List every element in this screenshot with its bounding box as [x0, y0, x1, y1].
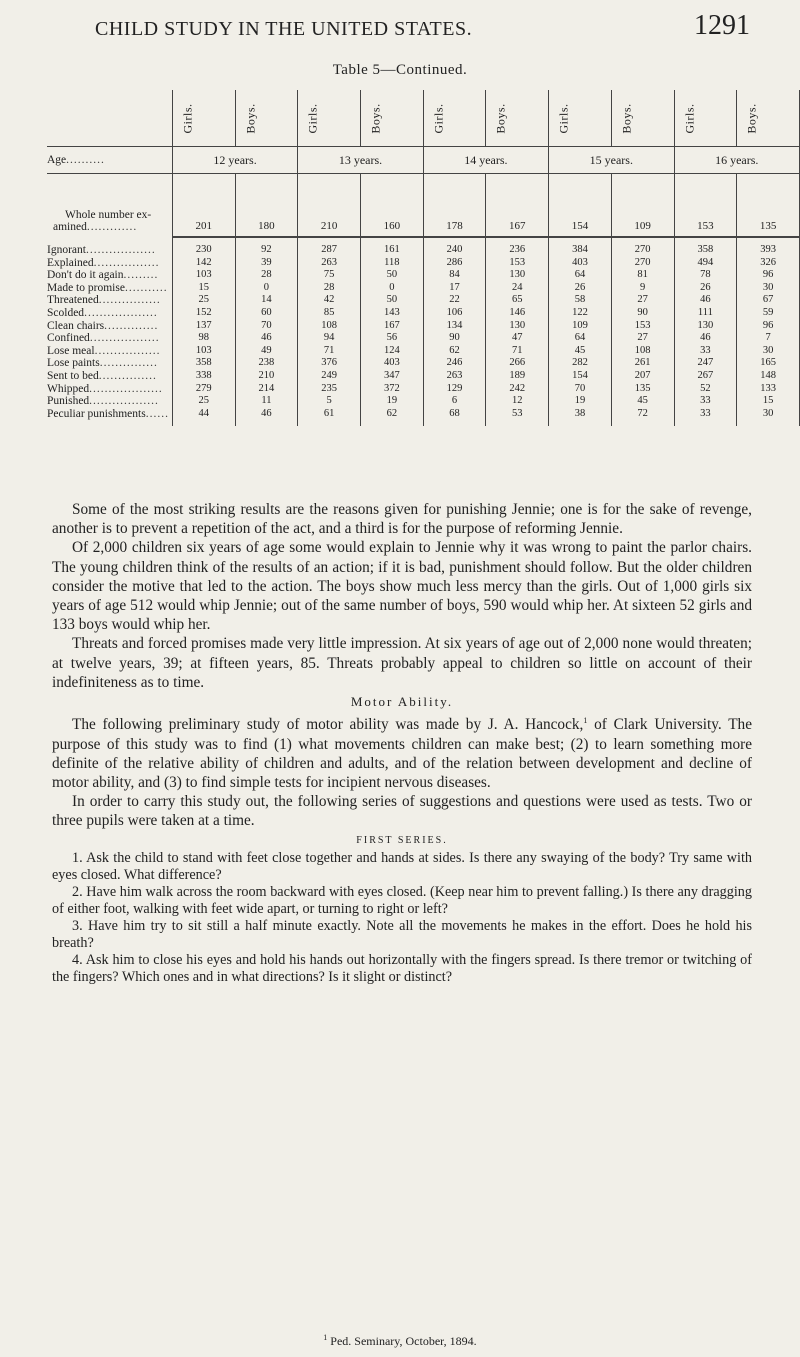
paragraph: In order to carry this study out, the following series of suggestions and questions were used as tests. Two or three pupils were taken at a time. [52, 793, 752, 830]
whole-label-line1: Whole number ex- [65, 209, 152, 221]
table-cell: 33 [674, 408, 737, 421]
table-cell: 142 [172, 257, 235, 270]
table-cell: 50 [360, 269, 423, 282]
table-cell: 134 [423, 320, 486, 333]
table-cell: 230 [172, 244, 235, 257]
table-cell: 25 [172, 395, 235, 408]
row-label: Punished [47, 395, 90, 408]
table-cell: 71 [298, 345, 361, 358]
table-cell: 109 [549, 320, 612, 333]
running-head [0, 10, 800, 50]
table-cell: 201 [172, 174, 235, 238]
table-cell: 148 [737, 370, 800, 383]
series-heading: FIRST SERIES. [356, 834, 448, 846]
table-cell: 282 [549, 357, 612, 370]
table-cell: 52 [674, 383, 737, 396]
table-cell: 58 [549, 294, 612, 307]
table-cell: 67 [737, 294, 800, 307]
table-row: Made to promise........... 15 0 28 0 17 24 26 9 26 30 [47, 282, 800, 295]
sex-label: Boys. [243, 102, 258, 134]
paragraph: Of 2,000 children six years of age some would explain to Jennie why it was wrong to paint the parlor chairs. The young children think of the results of an action; if it is bad, punishment should follow. But the older children consider the motive that led to the action. The boys show much less mercy than the girls. Out of 1,000 girls six years of age 512 would whip Jennie; out of the same number of boys, 590 would whip her. At sixteen 52 girls and 133 boys would whip her. [52, 539, 752, 634]
age-row: Age.......... 12 years. 13 years. 14 years. 15 years. 16 years. [47, 147, 800, 174]
age-cell: 14 years. [423, 147, 548, 174]
table-cell: 27 [611, 332, 674, 345]
table-cell: 50 [360, 294, 423, 307]
table-cell: 133 [737, 383, 800, 396]
table-cell: 130 [486, 320, 549, 333]
row-label: Clean chairs [47, 319, 105, 332]
table-cell: 70 [549, 383, 612, 396]
age-cell: 12 years. [172, 147, 297, 174]
section-heading-motor-ability: Motor Ability. [350, 694, 454, 710]
table-cell: 85 [298, 307, 361, 320]
table-cell: 9 [611, 282, 674, 295]
table-cell: 46 [235, 332, 298, 345]
list-item: 3. Have him try to sit still a half minute exactly. Note all the movements he makes in the effort. Does he hold his breath? [52, 917, 752, 951]
table-cell: 154 [549, 174, 612, 238]
table-cell: 81 [611, 269, 674, 282]
table-cell: 286 [423, 257, 486, 270]
table-cell: 90 [611, 307, 674, 320]
table-cell: 270 [611, 257, 674, 270]
sex-label: Boys. [368, 102, 383, 134]
list-item: 2. Have him walk across the room backward with eyes closed. (Keep near him to prevent falling.) Is there any dragging of either foot, walking with feet wide apart, or turning to right or left? [52, 883, 752, 917]
table-row: Lose meal................. 103 49 71 124 62 71 45 108 33 30 [47, 345, 800, 358]
table-cell: 42 [298, 294, 361, 307]
table-cell: 247 [674, 357, 737, 370]
table-cell: 26 [549, 282, 612, 295]
sex-label: Girls. [431, 103, 446, 133]
table-cell: 189 [486, 370, 549, 383]
footnote-mark: 1 [323, 1333, 328, 1342]
table-cell: 111 [674, 307, 737, 320]
table-cell: 78 [674, 269, 737, 282]
table-row: Threatened................ 25 14 42 50 22 65 58 27 46 67 [47, 294, 800, 307]
table-cell: 236 [486, 244, 549, 257]
table-row: Sent to bed............... 338 210 249 347 263 189 154 207 267 148 [47, 370, 800, 383]
table-cell: 130 [486, 269, 549, 282]
table-cell: 494 [674, 257, 737, 270]
table-cell: 103 [172, 345, 235, 358]
table-cell: 46 [674, 332, 737, 345]
age-label: Age [47, 154, 67, 166]
table-cell: 15 [737, 395, 800, 408]
table-caption: Table 5—Continued. [332, 62, 468, 78]
table-cell: 403 [549, 257, 612, 270]
sex-label: Girls. [682, 103, 696, 133]
paragraph: Some of the most striking results are the reasons given for punishing Jennie; one is for the sake of revenge, another is to prevent a repetition of the act, and a third is for the purpose of reforming Jennie. [52, 501, 752, 538]
table-cell: 118 [360, 257, 423, 270]
row-label: Made to promise [47, 281, 125, 294]
table-cell: 49 [235, 345, 298, 358]
table-cell: 26 [674, 282, 737, 295]
table-cell: 165 [737, 357, 800, 370]
table-cell: 71 [486, 345, 549, 358]
list-item: 4. Ask him to close his eyes and hold his hands out horizontally with the fingers spread. Is there tremor or twitching of the fingers? Which ones and in what directions? Is it slight or distinct? [52, 951, 752, 985]
row-label: Lose paints [47, 357, 100, 370]
sex-label: Boys. [493, 102, 508, 134]
table-cell: 84 [423, 269, 486, 282]
table-cell: 22 [423, 294, 486, 307]
table-cell: 92 [235, 244, 298, 257]
table-cell: 96 [737, 320, 800, 333]
table-cell: 45 [549, 345, 612, 358]
table-cell: 60 [235, 307, 298, 320]
table-row: Explained................. 142 39 263 118 286 153 403 270 494 326 [47, 257, 800, 270]
page-number: 1291 [694, 10, 750, 41]
row-label: Confined [47, 332, 90, 345]
table-cell: 70 [235, 320, 298, 333]
table-cell: 154 [549, 370, 612, 383]
table-cell: 103 [172, 269, 235, 282]
table-cell: 15 [172, 282, 235, 295]
age-cell: 15 years. [549, 147, 674, 174]
age-cell: 16 years. [674, 147, 800, 174]
table-cell: 338 [172, 370, 235, 383]
table-cell: 160 [360, 174, 423, 238]
table-row: Don't do it again......... 103 28 75 50 84 130 64 81 78 96 [47, 269, 800, 282]
table-cell: 62 [423, 345, 486, 358]
table-cell: 72 [611, 408, 674, 421]
table-cell: 146 [486, 307, 549, 320]
table-cell: 135 [737, 174, 800, 238]
table-cell: 6 [423, 395, 486, 408]
table-cell: 130 [674, 320, 737, 333]
paragraph-part: The following preliminary study of motor ability was made by J. A. Hancock, [72, 716, 584, 734]
table-cell: 358 [674, 244, 737, 257]
table-cell: 246 [423, 357, 486, 370]
table-cell: 238 [235, 357, 298, 370]
row-label: Scolded [47, 306, 85, 319]
table-cell: 11 [235, 395, 298, 408]
sex-label: Boys. [619, 102, 634, 134]
table-cell: 27 [611, 294, 674, 307]
table-cell: 19 [360, 395, 423, 408]
table-row: Scolded................... 152 60 85 143 106 146 122 90 111 59 [47, 307, 800, 320]
table-cell: 53 [486, 408, 549, 421]
table-cell: 108 [611, 345, 674, 358]
sex-label: Girls. [305, 103, 320, 133]
table-cell: 270 [611, 244, 674, 257]
table-cell: 90 [423, 332, 486, 345]
table-cell: 12 [486, 395, 549, 408]
row-label: Sent to bed [47, 369, 99, 382]
table-cell: 393 [737, 244, 800, 257]
table-cell: 167 [360, 320, 423, 333]
table-cell: 0 [235, 282, 298, 295]
whole-number-row: Whole number ex- amined............. 201 180 210 160 178 167 154 109 153 135 [47, 174, 800, 238]
table-cell: 30 [737, 408, 800, 421]
table-cell: 30 [737, 282, 800, 295]
table-cell: 98 [172, 332, 235, 345]
table-cell: 39 [235, 257, 298, 270]
table-cell: 372 [360, 383, 423, 396]
table-cell: 167 [486, 174, 549, 238]
table-cell: 46 [674, 294, 737, 307]
table-cell: 135 [611, 383, 674, 396]
table-row: Whipped................... 279 214 235 372 129 242 70 135 52 133 [47, 383, 800, 396]
table-cell: 279 [172, 383, 235, 396]
table-cell: 19 [549, 395, 612, 408]
age-cell: 13 years. [298, 147, 423, 174]
paragraph [52, 711, 752, 792]
table-cell: 61 [298, 408, 361, 421]
table-cell: 33 [674, 345, 737, 358]
table-cell: 249 [298, 370, 361, 383]
table-cell: 45 [611, 395, 674, 408]
table-row: Lose paints............... 358 238 376 403 246 266 282 261 247 165 [47, 357, 800, 370]
table-cell: 33 [674, 395, 737, 408]
table-cell: 161 [360, 244, 423, 257]
row-label: Explained [47, 256, 94, 269]
body-text [52, 500, 752, 986]
table-cell: 266 [486, 357, 549, 370]
table-cell: 210 [235, 370, 298, 383]
table-cell: 56 [360, 332, 423, 345]
table-cell: 59 [737, 307, 800, 320]
table-cell: 178 [423, 174, 486, 238]
table-cell: 94 [298, 332, 361, 345]
row-label: Lose meal [47, 344, 95, 357]
table-cell: 64 [549, 332, 612, 345]
table-cell: 17 [423, 282, 486, 295]
table-cell: 384 [549, 244, 612, 257]
table-cell: 25 [172, 294, 235, 307]
sex-header-row [47, 90, 800, 147]
footnote-text: Ped. Seminary, October, 1894. [327, 1334, 477, 1348]
whole-label-line2: amined [53, 221, 87, 233]
table-cell: 287 [298, 244, 361, 257]
table-cell: 235 [298, 383, 361, 396]
table-cell: 124 [360, 345, 423, 358]
table-cell: 153 [611, 320, 674, 333]
table-cell: 403 [360, 357, 423, 370]
table-cell: 65 [486, 294, 549, 307]
table-cell: 46 [235, 408, 298, 421]
table-cell: 263 [298, 257, 361, 270]
row-label: Ignorant [47, 244, 86, 256]
table-cell: 240 [423, 244, 486, 257]
table-cell: 7 [737, 332, 800, 345]
table-cell: 152 [172, 307, 235, 320]
row-label: Peculiar punishments [47, 407, 146, 420]
row-label: Threatened [47, 294, 99, 307]
table-cell: 210 [298, 174, 361, 238]
running-title: CHILD STUDY IN THE UNITED STATES. [95, 18, 473, 40]
table-cell: 44 [172, 408, 235, 421]
table-cell: 122 [549, 307, 612, 320]
table-cell: 30 [737, 345, 800, 358]
table-cell: 28 [235, 269, 298, 282]
table-cell: 153 [674, 174, 737, 238]
punishment-table [47, 90, 800, 426]
table-cell: 64 [549, 269, 612, 282]
table-cell: 214 [235, 383, 298, 396]
table-row: Ignorant.................. 230 92 287 161 240 236 384 270 358 393 [47, 244, 800, 257]
table-cell: 143 [360, 307, 423, 320]
table-cell: 68 [423, 408, 486, 421]
table-cell: 207 [611, 370, 674, 383]
table-cell: 180 [235, 174, 298, 238]
paragraph-part: of Clark University. The purpose of this study was to find (1) what movements children can make best; (2) to learn something more definite of the relative ability of children and adults, and of the relation between development and decline of motor ability, and (3) to find simple tests for incipient nervous diseases. [52, 716, 752, 791]
table-cell: 0 [360, 282, 423, 295]
table-row: Confined.................. 98 46 94 56 90 47 64 27 46 7 [47, 332, 800, 345]
sex-label: Girls. [180, 103, 195, 133]
table-cell: 75 [298, 269, 361, 282]
table-cell: 347 [360, 370, 423, 383]
table-cell: 62 [360, 408, 423, 421]
table-cell: 5 [298, 395, 361, 408]
table-cell: 109 [611, 174, 674, 238]
table-cell: 261 [611, 357, 674, 370]
table-cell: 108 [298, 320, 361, 333]
table-row: Clean chairs.............. 137 70 108 167 134 130 109 153 130 96 [47, 320, 800, 333]
table-cell: 263 [423, 370, 486, 383]
sex-label: Boys. [744, 102, 759, 134]
row-label: Don't do it again [47, 269, 124, 282]
table-cell: 267 [674, 370, 737, 383]
table-row: Punished.................. 25 11 5 19 6 12 19 45 33 15 [47, 395, 800, 408]
table-cell: 14 [235, 294, 298, 307]
table-cell: 358 [172, 357, 235, 370]
paragraph: Threats and forced promises made very little impression. At six years of age out of 2,000 none would threaten; at twelve years, 39; at fifteen years, 85. Threats probably appeal to children so little on account of their indefiniteness as to time. [52, 635, 752, 691]
table-cell: 38 [549, 408, 612, 421]
table-cell: 137 [172, 320, 235, 333]
table-cell: 106 [423, 307, 486, 320]
sex-label: Girls. [556, 103, 571, 133]
row-label: Whipped [47, 382, 90, 395]
table-row: Peculiar punishments...... 44 46 61 62 68 53 38 72 33 30 [47, 408, 800, 421]
table-cell: 326 [737, 257, 800, 270]
table-cell: 129 [423, 383, 486, 396]
table-cell: 242 [486, 383, 549, 396]
table-cell: 24 [486, 282, 549, 295]
table-cell: 47 [486, 332, 549, 345]
table-cell: 96 [737, 269, 800, 282]
footnote-ref: 1 [583, 716, 588, 726]
table-cell: 376 [298, 357, 361, 370]
table-cell: 153 [486, 257, 549, 270]
list-item: 1. Ask the child to stand with feet close together and hands at sides. Is there any swaying of the body? Try same with eyes closed. What difference? [52, 849, 752, 883]
table-cell: 28 [298, 282, 361, 295]
footnote [0, 1333, 800, 1349]
